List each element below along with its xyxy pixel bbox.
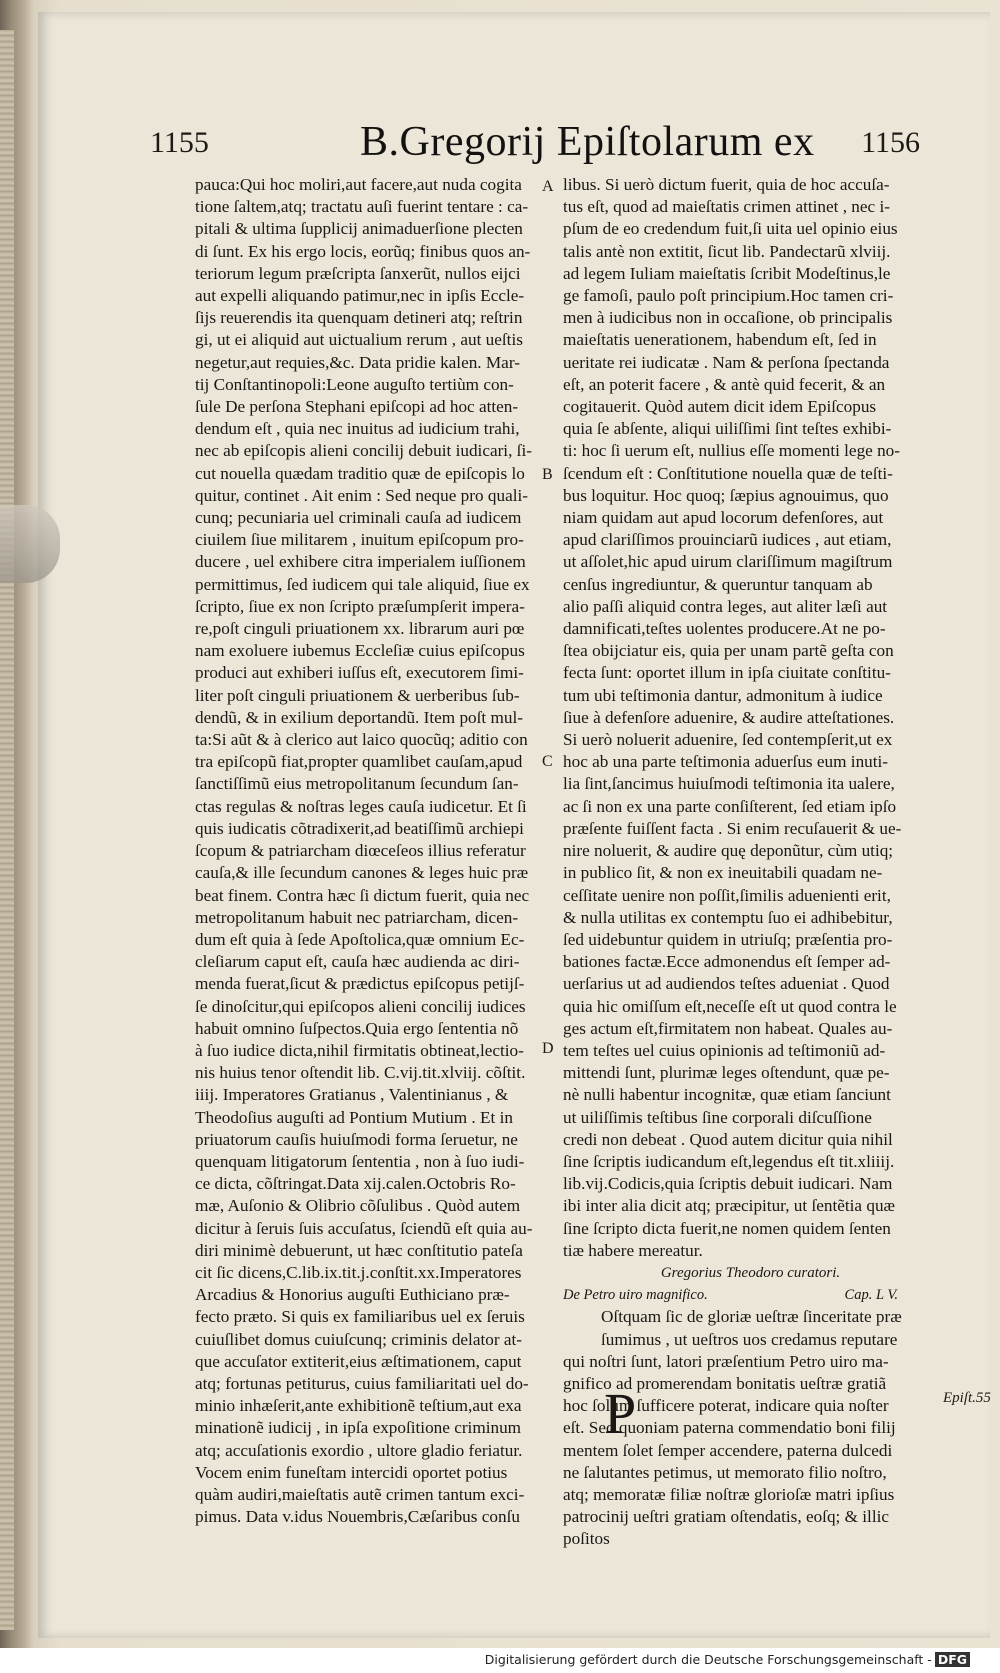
text-line: diri minimè debuerunt, ut hæc conſtitutio pateſa	[195, 1240, 523, 1260]
text-line: ceſſitate uenire non poſſit,ſimilis aduenienti erit,	[563, 885, 891, 905]
footer-bar	[0, 1648, 1000, 1673]
rubric-title: De Petro uiro magnifico.	[563, 1287, 708, 1304]
text-line: fecto præto. Si quis ex familiaribus uel ex ſeruis	[195, 1307, 525, 1327]
text-line: re,poſt cinguli priuationem xx. librarum auri pœ	[195, 619, 525, 639]
page-header	[150, 118, 920, 168]
text-line: permittimus, ſed iudicem qui tale aliquid, ſiue ex	[195, 574, 530, 594]
text-line: ac ſi non ex una parte conſiſterent, ſed etiam ipſo	[563, 796, 897, 816]
text-line: liter poſt cinguli priuationem & uerberibus ſub-	[195, 685, 520, 705]
text-line: hoc ſolum ſufficere poterat, indicare quia noſter	[563, 1396, 889, 1416]
right-column	[563, 174, 938, 1551]
text-line: ſcopum & patriarcham diœceſeos illius referatur	[195, 841, 526, 861]
text-line: ſanctiſſimũ eius metropolitanum ſecundum ſan-	[195, 774, 519, 794]
text-line: lib.vij.Codicis,quia ſcriptis debuit iudicari. Nam	[563, 1174, 893, 1194]
text-line: ti: hoc ſi uerum eſt, nullius eſſe momenti lege no-	[563, 441, 900, 461]
text-line: quia hic omiſſum eſt,neceſſe eſt ut quod contra le	[563, 996, 897, 1016]
text-line: damnificati,teſtes uolentes producere.At ne po-	[563, 619, 886, 639]
text-line: præſente fuiſſent facta . Si enim recuſauerit & ue-	[563, 818, 902, 838]
text-line: que accuſator extiterit,eius æſtimationem, caput	[195, 1351, 522, 1371]
text-line: à ſuo iudice dicta,nihil firmitatis obtineat,lectio-	[195, 1040, 524, 1060]
text-line: ſule De perſona Stephani epiſcopi ad hoc atten-	[195, 397, 519, 417]
text-line: minio inhæſerit,ante exhibitionẽ teſtium,aut exa	[195, 1396, 522, 1416]
text-line: ad legem Iuliam maieſtatis ſcribit Modeſtinus,le	[563, 263, 891, 283]
text-line: dum eſt quia à ſede Apoſtolica,quæ omnium Ec-	[195, 929, 525, 949]
rubric-chapter: Cap. L V.	[844, 1287, 898, 1304]
page-number-right: 1156	[861, 126, 920, 159]
text-line: cogitauerit. Quòd autem dicit idem Epiſcopus	[563, 397, 877, 417]
letter-heading: Gregorius Theodoro curatori.	[660, 1264, 841, 1281]
text-line: ſed uidebuntur quidem in utriuſq; præſentia pro-	[563, 929, 893, 949]
text-line: maieſtatis uenerationem, habendum eſt, ſed in	[563, 330, 877, 350]
text-line: ne ſalutantes petimus, ut memorato filio noſtro,	[563, 1462, 887, 1482]
text-line: talis antè non extitit, ſicut lib. Pandectarũ xlviij.	[563, 241, 891, 261]
footer-label: Digitalisierung gefördert durch die Deutsche Forschungsgemeinschaft -	[484, 1652, 932, 1667]
text-line: ſumimus , ut ueſtros uos credamus reputare	[601, 1329, 898, 1349]
text-line: cit ſic dicens,C.lib.ix.tit.j.conſtit.xx.Imperatores	[195, 1262, 522, 1282]
text-line: bationes factæ.Ecce admonendus eſt ſemper ad-	[563, 952, 891, 972]
text-line: apud clariſſimos prouinciarũ iudices , aut etiam,	[563, 530, 892, 550]
text-line: cunq; pecuniaria uel criminali cauſa ad iudicem	[195, 508, 522, 528]
running-title: B.Gregorij Epiſtolarum ex	[360, 119, 815, 165]
text-line: nis huius tenor oſtendit lib. C.vij.tit.xlviij. cõſtit.	[195, 1063, 526, 1083]
text-line: atq; fortunas petiturus, cuius familiaritati uel do-	[195, 1373, 529, 1393]
dfg-logo: DFG	[935, 1652, 970, 1667]
text-line: pauca:Qui hoc moliri,aut facere,aut nuda cogita	[195, 175, 522, 194]
text-line: dendum eſt , quia nec inuitus ad iudicium trahi,	[195, 419, 520, 439]
page-clip	[0, 505, 60, 583]
text-line: dendũ, & in exilium deportandũ. Item poſt mul-	[195, 707, 523, 727]
margin-letter-b: B	[542, 466, 553, 483]
footer-text	[485, 1652, 970, 1667]
text-line: cuiuſlibet domus cuiuſcunq; criminis delator at-	[195, 1329, 522, 1349]
text-line: fecta ſunt: oportet illum in ipſa ciuitate conſtitu-	[563, 663, 891, 683]
text-line: tiæ habere mereatur.	[563, 1240, 703, 1260]
text-line: qui noſtri ſunt, latori præſentium Petro uiro ma-	[563, 1351, 889, 1371]
text-line: cenſus ingrediuntur, & queruntur tanquam ab	[563, 574, 873, 594]
text-line: ge famoſi, paulo poſt principium.Hoc tamen cri-	[563, 286, 894, 306]
text-line: quenquam litigatorum ſententia , non à ſuo iudi-	[195, 1151, 525, 1171]
text-line: Oſtquam ſic de gloriæ ueſtræ ſinceritate præ	[601, 1307, 902, 1327]
text-line: ſcendum eſt : Conſtitutione nouella quæ de teſti-	[563, 463, 893, 483]
text-line: iiij. Imperatores Gratianus , Valentinianus , &	[195, 1085, 509, 1105]
margin-letter-d: D	[542, 1040, 554, 1057]
text-line: Si uerò noluerit aduenire, ſed contempſerit,ut ex	[563, 730, 893, 750]
text-line: metropolitanum habuit nec patriarcham, dicen-	[195, 907, 519, 927]
text-line: nè nulli habentur incognitæ, quæ etiam ſanciunt	[563, 1085, 891, 1105]
text-line: beat finem. Contra hæc ſi dictum fuerit, quia nec	[195, 885, 530, 905]
text-line: poſitos	[563, 1529, 610, 1549]
drop-cap: P	[604, 1381, 637, 1446]
text-line: eſt. Sed quoniam paterna commendatio boni filij	[563, 1418, 896, 1438]
text-line: habuit omnino ſuſpectos.Quia ergo ſententia nõ	[195, 1018, 519, 1038]
margin-note: Epiſt.55	[943, 1390, 991, 1406]
text-line: tum ubi teſtimonia dantur, admonitum à iudice	[563, 685, 883, 705]
text-line: minationẽ iudicij , in ipſa expoſitione criminum	[195, 1418, 522, 1438]
text-line: Theodoſius auguſti ad Pontium Mutium . Et in	[195, 1107, 513, 1127]
text-line: & nulla utilitas ex contemptu ſuo ei adhibebitur,	[563, 907, 893, 927]
text-line: ut uiliſſimis teſtibus ſine corporali diſcuſſione	[563, 1107, 872, 1127]
text-line: ſijs reuerendis ita quenquam detineri atq; reſtrin	[195, 308, 523, 328]
text-line: credi non debeat . Quod autem dicitur quia nihil	[563, 1129, 893, 1149]
margin-letter-a: A	[542, 178, 554, 195]
text-line: niam quidam aut apud locorum defenſores, aut	[563, 508, 884, 528]
text-line: ut aſſolet,hic apud uirum clariſſimum magiſtrum	[563, 552, 893, 572]
text-line: gnifico ad promerendam bonitatis ueſtræ gratiã	[563, 1373, 887, 1393]
text-line: dicitur à ſeruis ſuis accuſatus, ſciendũ eſt quia au-	[195, 1218, 533, 1238]
text-line: quàm audiri,maieſtatis autẽ crimen tantum exci-	[195, 1484, 525, 1504]
text-line: aut expelli aliquando patimur,nec in ipſis Eccle-	[195, 286, 525, 306]
text-line: lia ſint,ſancimus huiuſmodi teſtimonia ita ualere,	[563, 774, 895, 794]
text-line: tione ſaltem,atq; tractatu auſi fuerint tentare : ca-	[195, 197, 529, 217]
text-line: ſcripto, ſiue ex non ſcripto præſumpſerit impera-	[195, 596, 525, 616]
text-line: alio paſſi aliquid contra leges, aut aliter læſi aut	[563, 596, 888, 616]
text-line: eſt, an poterit facere , & antè quid fecerit, & an	[563, 374, 886, 394]
text-line: ducere , uel exhibere citra imperialem iuſſionem	[195, 552, 526, 572]
text-line: ibi inter alia dicit atq; præcipitur, ut ſentẽtia quæ	[563, 1196, 896, 1216]
text-line: cleſiarum caput eſt, cauſa hæc audienda ac diri-	[195, 952, 520, 972]
text-line: atq; memoratæ filiæ noſtræ glorioſæ matri ipſius	[563, 1484, 895, 1504]
text-line: ueritate rei iudicatæ . Nam & perſona ſpectanda	[563, 352, 890, 372]
text-line: pimus. Data v.idus Nouembris,Cæſaribus conſu	[195, 1507, 520, 1527]
text-line: nire noluerit, & audire quę deponũtur, cùm utiq;	[563, 841, 894, 861]
page-edges	[0, 30, 14, 1630]
left-column	[195, 174, 560, 1528]
text-line: priuatorum cauſis huiuſmodi forma ſeruetur, ne	[195, 1129, 518, 1149]
text-line: bus loquitur. Hoc quoq; ſæpius agnouimus, quo	[563, 485, 889, 505]
text-line: ciuilem ſiue militarem , inuitum epiſcopum pro-	[195, 530, 524, 550]
text-line: tem teſtes uel cuius opinionis ad teſtimoniũ ad-	[563, 1040, 886, 1060]
text-line: mittendi ſunt, plurimæ leges oſtendunt, quæ pe-	[563, 1063, 890, 1083]
text-line: ſine ſcripto dicta fuerit,ne nomen quidem ſenten	[563, 1218, 891, 1238]
text-line: mentem ſolet ſemper accendere, paterna dulcedi	[563, 1440, 893, 1460]
text-line: in publico ſit, & non ex ineuitabili quadam ne-	[563, 863, 883, 883]
text-line: teriorum legum præſcripta ſanxerũt, nullos eijci	[195, 263, 521, 283]
text-line: men à iudicibus non in occaſione, ob principalis	[563, 308, 893, 328]
margin-letter-c: C	[542, 753, 553, 770]
text-line: Vocem enim funeſtam intercidi oportet potius	[195, 1462, 508, 1482]
text-line: quis iudicatis cõtradixerit,ad beatiſſimũ archiepi	[195, 818, 524, 838]
text-line: libus. Si uerò dictum fuerit, quia de hoc accuſa-	[563, 175, 890, 194]
text-line: menda fuerat,ſicut & prædictus epiſcopus petijſ-	[195, 974, 525, 994]
text-line: produci aut exhiberi iuſſus eſt, executorem ſimi-	[195, 663, 524, 683]
text-line: pſum de eo credendum fuit,ſi uita uel opinio eius	[563, 219, 898, 239]
text-line: atq; accuſationis exordio , ultore gladio feriatur.	[195, 1440, 523, 1460]
text-line: tus eſt, quod ad maieſtatis crimen attinet , nec i-	[563, 197, 890, 217]
text-line: patrocinij ueſtri gratiam oſtendatis, eoſq; & illic	[563, 1507, 890, 1527]
text-line: gi, ut ei aliquid aut uictualium rerum , aut ueſtis	[195, 330, 523, 350]
text-line: mæ, Auſonio & Olibrio cõſulibus . Quòd autem	[195, 1196, 521, 1216]
text-line: Arcadius & Honorius auguſti Euthiciano præ-	[195, 1285, 510, 1305]
text-line: tij Conſtantinopoli:Leone auguſto tertiùm con-	[195, 374, 514, 394]
text-line: ſine ſcriptis iudicandum eſt,legendus eſt tit.xliiij.	[563, 1151, 895, 1171]
page-number-left: 1155	[150, 126, 209, 159]
text-line: ctas regulas & noſtras leges cauſa iudicetur. Et ſi	[195, 796, 527, 816]
text-line: ſiue à defenſore aduenire, & audire atteſtationes.	[563, 707, 895, 727]
text-line: pitali & ultima ſupplicij animaduerſione plecten	[195, 219, 523, 239]
text-line: negetur,aut requies,&c. Data pridie kalen. Mar-	[195, 352, 520, 372]
text-line: ſe dinoſcitur,qui epiſcopos alieni concilij iudices	[195, 996, 526, 1016]
text-line: nec ab epiſcopis alieni concilij debuit iudicari, ſi-	[195, 441, 532, 461]
text-line: quitur, continet . Ait enim : Sed neque pro quali-	[195, 485, 528, 505]
chapter-rubric	[563, 1284, 938, 1306]
text-line: quia ſe abſente, aliqui uiliſſimi ſint teſtes exhibi-	[563, 419, 892, 439]
text-line: cut nouella quædam traditio quæ de epiſcopis lo	[195, 463, 525, 483]
text-line: uerſarius ut ad audiendos teſtes adueniat . Quod	[563, 974, 890, 994]
text-line: nam exoluere iubemus Eccleſiæ cuius epiſcopus	[195, 641, 525, 661]
text-line: ges actum eſt,firmitatem non habeat. Quales au-	[563, 1018, 893, 1038]
text-line: di ſunt. Ex his ergo locis, eorũq; finibus quos an-	[195, 241, 531, 261]
text-line: cauſa,& ille ſecundum canones & leges huic præ	[195, 863, 529, 883]
text-line: ſtea obijciatur eis, quia per unam partẽ geſta con	[563, 641, 894, 661]
text-line: tra epiſcopũ fiat,propter quamlibet cauſam,apud	[195, 752, 523, 772]
text-line: ce dicta, cõſtringat.Data xij.calen.Octobris Ro-	[195, 1174, 516, 1194]
right-column-text	[563, 174, 938, 1262]
text-line: hoc ab una parte teſtimonia aduerſus eum inuti-	[563, 752, 889, 772]
text-line: ta:Si aũt & à clerico aut laico quocũq; aditio con	[195, 730, 528, 750]
